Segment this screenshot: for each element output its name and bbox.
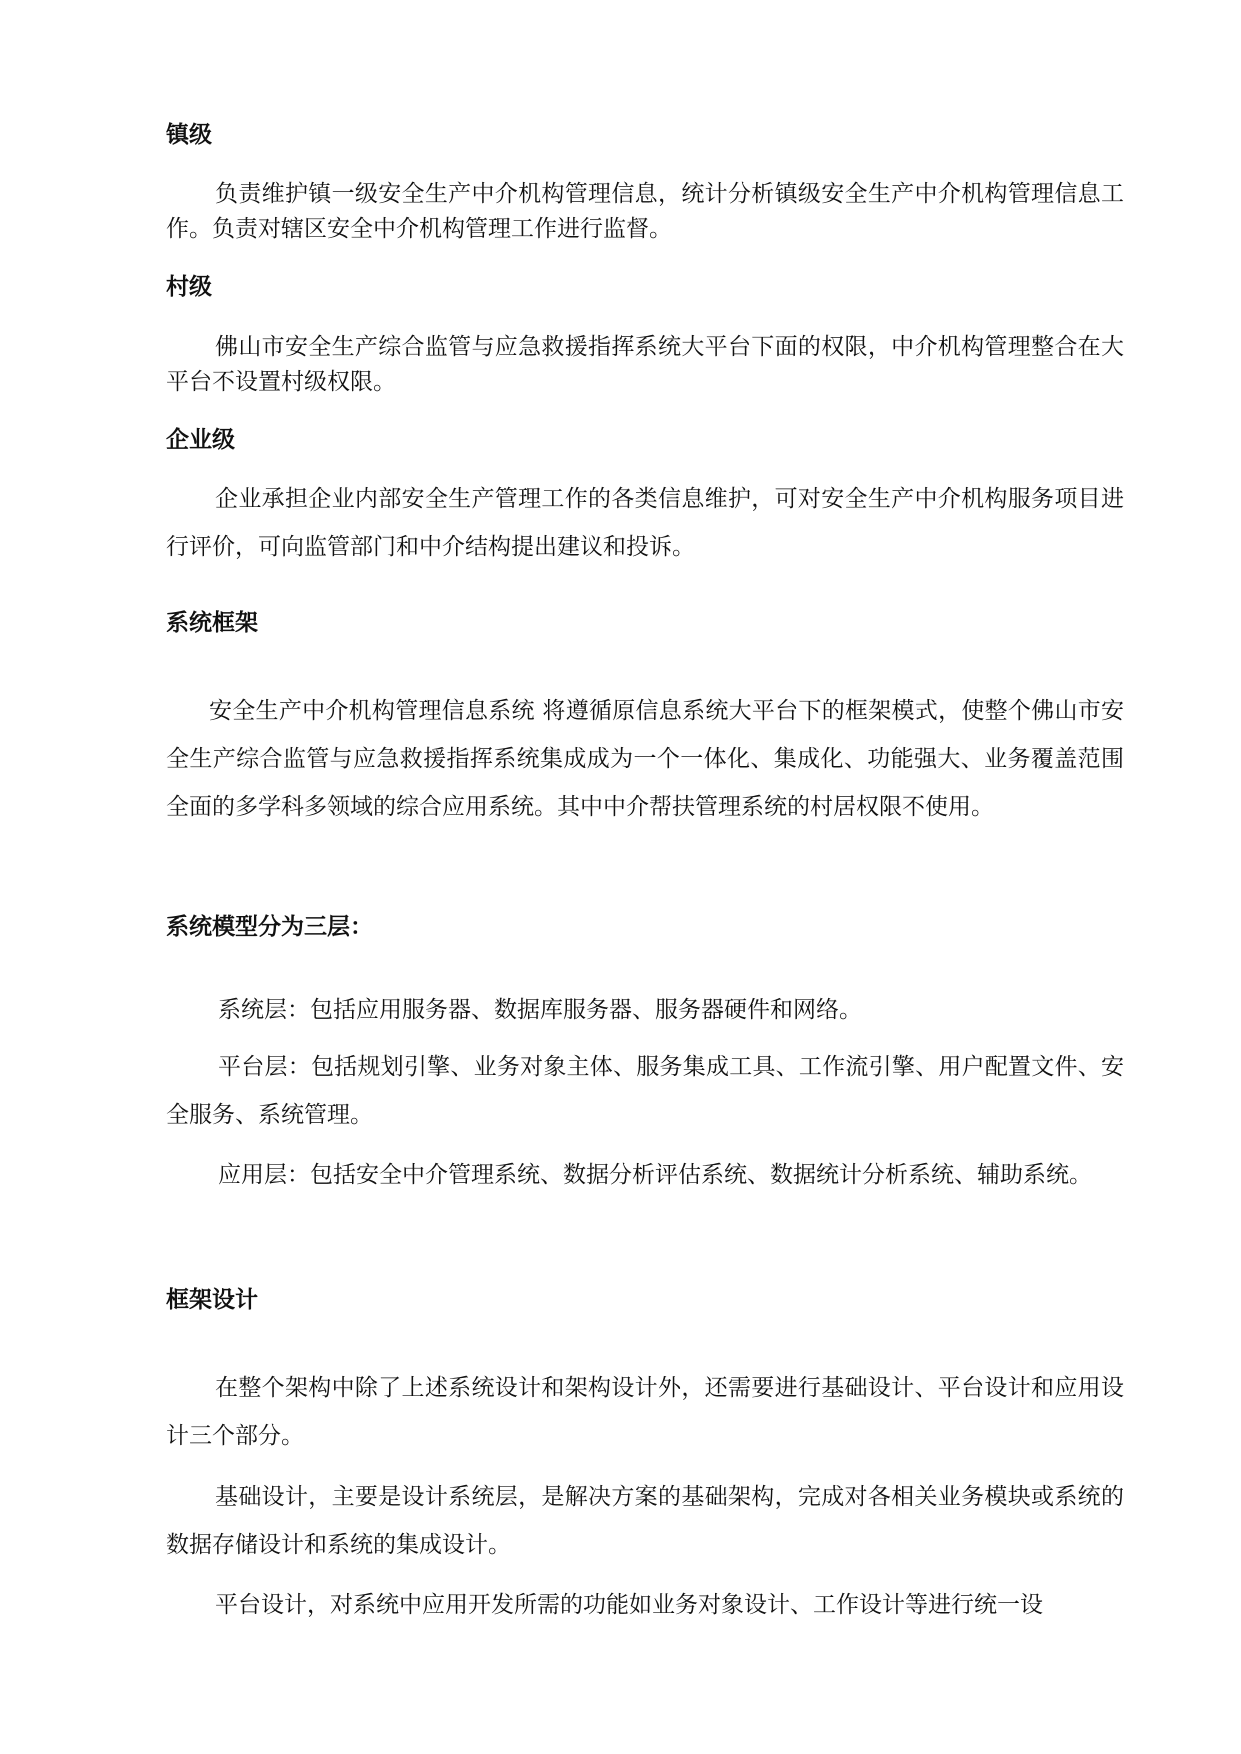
paragraph-system-layer: 系统层：包括应用服务器、数据库服务器、服务器硬件和网络。 [218, 997, 862, 1023]
heading-system-model: 系统模型分为三层： [166, 914, 373, 940]
paragraph-design-overview: 在整个架构中除了上述系统设计和架构设计外，还需要进行基础设计、平台设计和应用设计三个部分。 [166, 1375, 1124, 1449]
paragraph-system-framework: 安全生产中介机构管理信息系统 将遵循原信息系统大平台下的框架模式，使整个佛山市安全生产综合监管与应急救援指挥系统集成成为一个一体化、集成化、功能强大、业务覆盖范围全面的多学科多领域的综合应用系统。其中中介帮扶管理系统的村居权限不使用。 [166, 698, 1124, 820]
heading-village: 村级 [166, 274, 212, 300]
heading-framework-design: 框架设计 [166, 1287, 258, 1313]
paragraph-village: 佛山市安全生产综合监管与应急救援指挥系统大平台下面的权限，中介机构管理整合在大平台不设置村级权限。 [166, 334, 1124, 395]
paragraph-application-layer: 应用层：包括安全中介管理系统、数据分析评估系统、数据统计分析系统、辅助系统。 [218, 1162, 1092, 1188]
paragraph-base-design: 基础设计，主要是设计系统层，是解决方案的基础架构，完成对各相关业务模块或系统的数据存储设计和系统的集成设计。 [166, 1484, 1124, 1558]
paragraph-enterprise: 企业承担企业内部安全生产管理工作的各类信息维护，可对安全生产中介机构服务项目进行评价，可向监管部门和中介结构提出建议和投诉。 [166, 486, 1124, 560]
paragraph-town: 负责维护镇一级安全生产中介机构管理信息，统计分析镇级安全生产中介机构管理信息工作。负责对辖区安全中介机构管理工作进行监督。 [166, 181, 1124, 242]
paragraph-platform-layer: 平台层：包括规划引擎、业务对象主体、服务集成工具、工作流引擎、用户配置文件、安全服务、系统管理。 [166, 1054, 1124, 1128]
paragraph-platform-design: 平台设计，对系统中应用开发所需的功能如业务对象设计、工作设计等进行统一设 [215, 1592, 1043, 1618]
heading-enterprise: 企业级 [166, 427, 235, 453]
heading-system-framework: 系统框架 [166, 610, 258, 636]
heading-town: 镇级 [166, 122, 212, 148]
